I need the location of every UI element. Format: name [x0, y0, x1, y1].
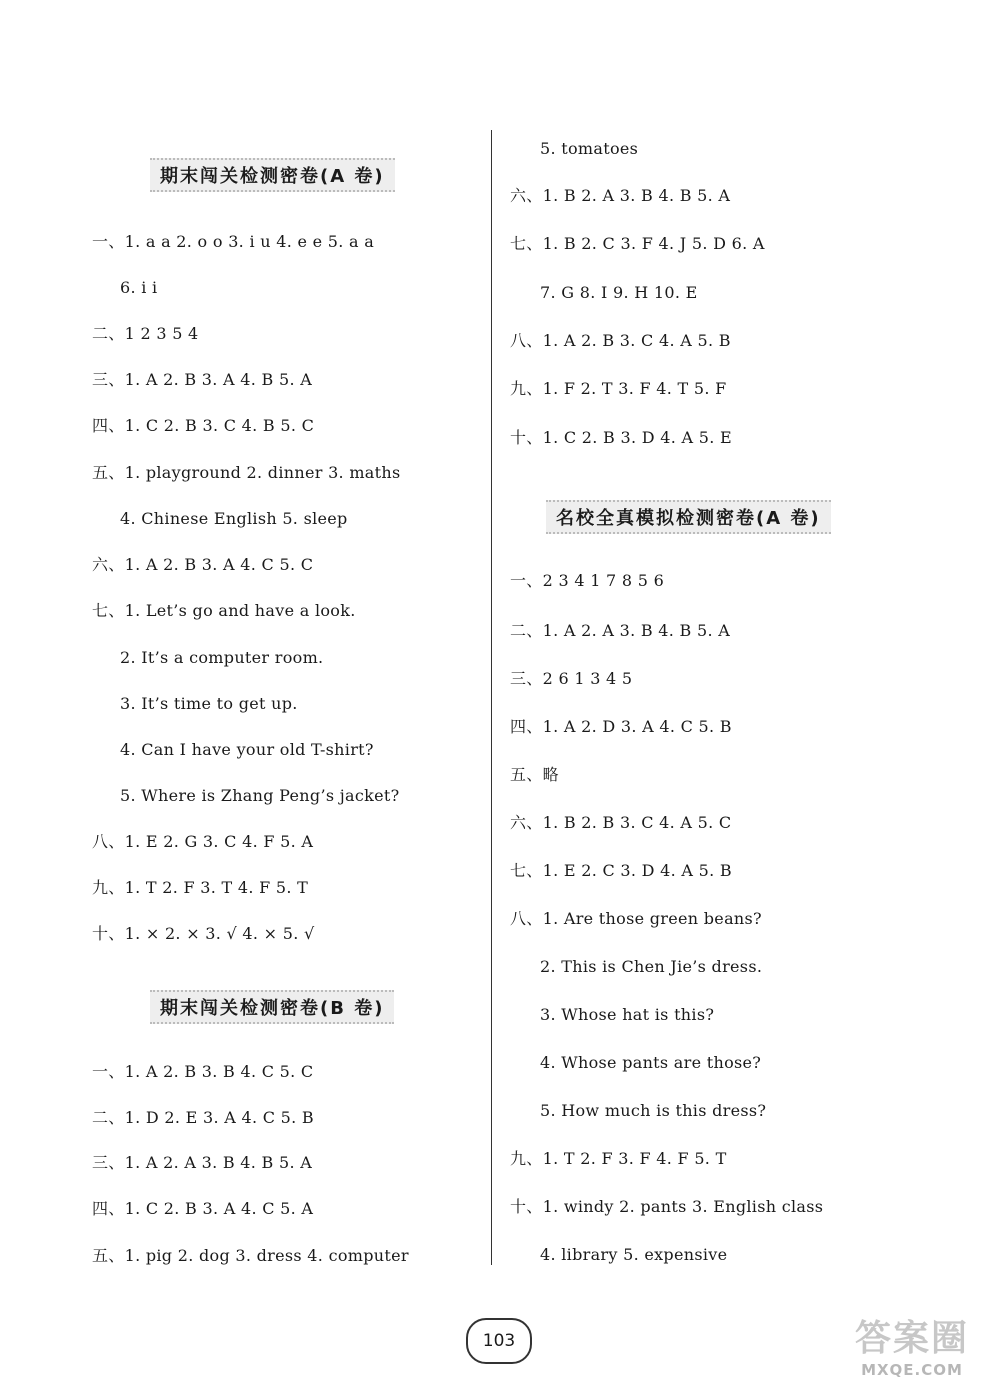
answer-line: 十、1. × 2. × 3. √ 4. × 5. √	[92, 924, 315, 943]
answer-line: 六、1. B 2. A 3. B 4. B 5. A	[510, 186, 731, 205]
answer-line: 六、1. A 2. B 3. A 4. C 5. C	[92, 555, 314, 574]
answer-line: 四、1. A 2. D 3. A 4. C 5. B	[510, 717, 732, 736]
answer-line: 七、1. B 2. C 3. F 4. J 5. D 6. A	[510, 234, 765, 253]
watermark-title: 答案圈	[854, 1318, 969, 1359]
answer-line: 5. How much is this dress?	[540, 1101, 767, 1120]
answer-line: 一、1. A 2. B 3. B 4. C 5. C	[92, 1062, 314, 1081]
answer-line: 三、1. A 2. A 3. B 4. B 5. A	[92, 1153, 313, 1172]
section-heading-final-b: 期末闯关检测密卷(B 卷)	[150, 990, 394, 1024]
answer-line: 七、1. E 2. C 3. D 4. A 5. B	[510, 861, 732, 880]
answer-line: 八、1. Are those green beans?	[510, 909, 762, 928]
section-heading-mock-a: 名校全真模拟检测密卷(A 卷)	[546, 500, 831, 534]
answer-line: 二、1. D 2. E 3. A 4. C 5. B	[92, 1108, 314, 1127]
answer-line: 3. Whose hat is this?	[540, 1005, 715, 1024]
section-heading-final-a: 期末闯关检测密卷(A 卷)	[150, 158, 395, 192]
watermark-url: MXQE.COM	[861, 1361, 963, 1379]
answer-line: 一、1. a a 2. o o 3. i u 4. e e 5. a a	[92, 232, 375, 251]
answer-line: 2. It’s a computer room.	[120, 648, 324, 667]
answer-line: 3. It’s time to get up.	[120, 694, 298, 713]
answer-line: 一、2 3 4 1 7 8 5 6	[510, 571, 665, 590]
answer-line: 十、1. C 2. B 3. D 4. A 5. E	[510, 428, 732, 447]
answer-line: 5. tomatoes	[540, 139, 639, 158]
column-divider	[491, 130, 492, 1265]
answer-line: 四、1. C 2. B 3. A 4. C 5. A	[92, 1199, 314, 1218]
answer-line: 2. This is Chen Jie’s dress.	[540, 957, 763, 976]
answer-line: 五、1. playground 2. dinner 3. maths	[92, 463, 401, 482]
answer-line: 5. Where is Zhang Peng’s jacket?	[120, 786, 400, 805]
answer-line: 三、2 6 1 3 4 5	[510, 669, 633, 688]
answer-line: 九、1. T 2. F 3. F 4. F 5. T	[510, 1149, 727, 1168]
answer-line: 二、1 2 3 5 4	[92, 324, 199, 343]
answer-line: 4. Chinese English 5. sleep	[120, 509, 348, 528]
answer-line: 八、1. A 2. B 3. C 4. A 5. B	[510, 331, 731, 350]
answer-line: 八、1. E 2. G 3. C 4. F 5. A	[92, 832, 314, 851]
answer-line: 二、1. A 2. A 3. B 4. B 5. A	[510, 621, 731, 640]
answer-line: 九、1. T 2. F 3. T 4. F 5. T	[92, 878, 309, 897]
answer-line: 7. G 8. I 9. H 10. E	[540, 283, 698, 302]
answer-line: 七、1. Let’s go and have a look.	[92, 601, 356, 620]
answer-line: 四、1. C 2. B 3. C 4. B 5. C	[92, 416, 315, 435]
page-number: 103	[466, 1318, 532, 1364]
answer-line: 六、1. B 2. B 3. C 4. A 5. C	[510, 813, 732, 832]
answer-line: 九、1. F 2. T 3. F 4. T 5. F	[510, 379, 727, 398]
answer-line: 4. Whose pants are those?	[540, 1053, 762, 1072]
watermark-logo	[832, 1310, 992, 1380]
answer-line: 五、1. pig 2. dog 3. dress 4. computer	[92, 1246, 409, 1265]
answer-line: 十、1. windy 2. pants 3. English class	[510, 1197, 824, 1216]
answer-line: 五、略	[510, 765, 559, 784]
answer-line: 4. library 5. expensive	[540, 1245, 728, 1264]
answer-line: 三、1. A 2. B 3. A 4. B 5. A	[92, 370, 313, 389]
answer-line: 4. Can I have your old T-shirt?	[120, 740, 374, 759]
answer-line: 6. i i	[120, 278, 158, 297]
